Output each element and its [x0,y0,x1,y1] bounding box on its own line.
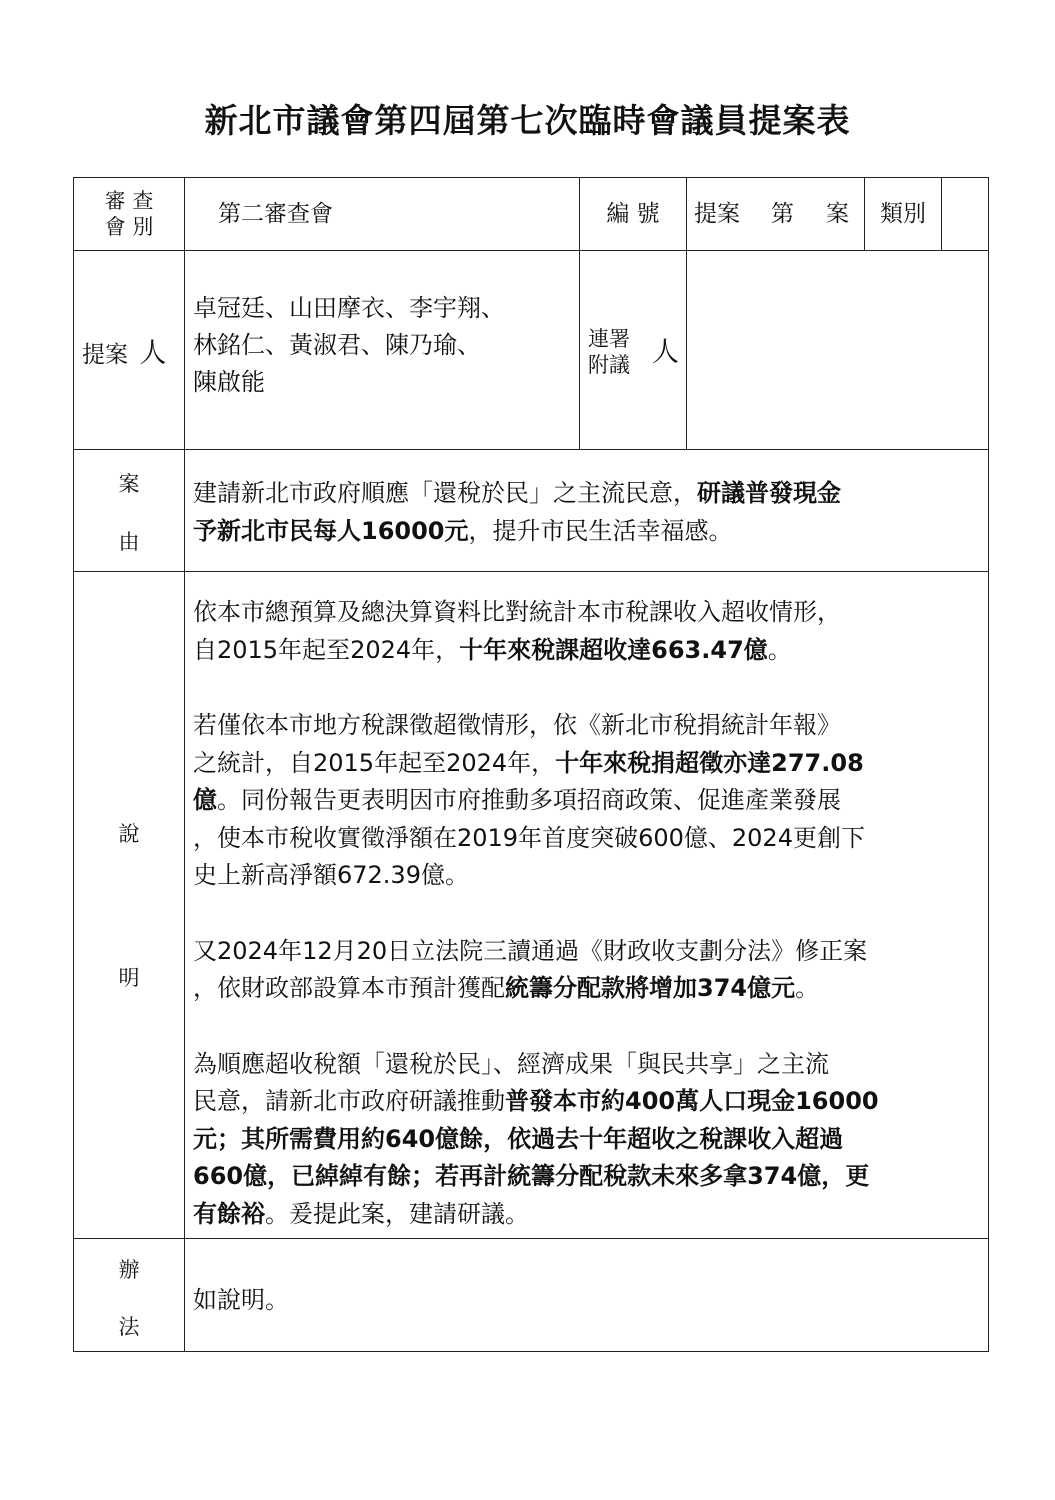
explanation-text: 。 [767,635,792,664]
explanation-bold: 億 [193,786,217,814]
explanation-bold: 普發本市約400萬人口現金16000 [505,1087,879,1115]
explanation-text: 民意，請新北市政府研議推動 [193,1087,505,1115]
explanation-line: 依本市總預算及總決算資料比對統計本市稅課收入超收情形， [193,598,841,626]
committee-label-line2: 會 別 [104,215,154,239]
explanation-paragraph-2 [193,707,983,895]
proposal-number-prefix: 提案 [694,201,740,227]
reason-label-1: 案 [118,472,140,496]
reason-text-normal: ，提升市民生活幸福感。 [468,517,733,545]
proposer-names-line: 林銘仁、黃淑君、陳乃瑜、 [193,331,481,359]
number-label: 編 號 [606,201,660,227]
proposer-label [82,334,166,375]
proposer-names [193,290,505,401]
explanation-line: 為順應超收稅額「還稅於民」、經濟成果「與民共享」之主流 [193,1049,829,1078]
proposer-names-line: 卓冠廷、山田摩衣、李宇翔、 [193,294,505,322]
proposer-label-main: 提案 [82,342,128,368]
explanation-bold: 統籌分配款將增加374億元 [505,974,796,1002]
method-label-2: 法 [118,1315,140,1339]
explanation-body [193,594,983,1233]
method-label-1: 辦 [118,1258,140,1282]
explanation-text: 之統計，自2015年起至2024年， [193,748,556,777]
explanation-paragraph-1 [193,594,983,669]
explanation-bold: 十年來稅課超收達663.47億 [459,635,768,664]
committee-label [74,188,184,240]
explanation-text: 。爰提此案，建請研議。 [265,1199,529,1228]
explanation-text: 自2015年起至2024年， [193,635,460,664]
cosign-label-line1: 連署 [588,327,630,351]
proposer-names-line: 陳啟能 [193,368,265,396]
reason-text-bold: 予新北市民每人16000元 [193,517,469,545]
explanation-text: 。同份報告更表明因市府推動多項招商政策、促進產業發展 [217,786,841,814]
explanation-bold: 十年來稅捐超徵亦達277.08 [555,748,864,777]
explanation-paragraph-3 [193,933,983,1008]
explanation-line: ，使本市稅收實徵淨額在2019年首度突破600億、2024更創下 [193,823,865,852]
method-value: 如說明。 [193,1286,289,1314]
page-title: 新北市議會第四屆第七次臨時會議員提案表 [204,101,851,140]
explanation-label-1: 說 [118,822,140,846]
reason-label-2: 由 [118,530,140,554]
proposal-number-di: 第 [771,201,794,227]
explanation-line: 史上新高淨額672.39億。 [193,861,469,889]
explanation-line: 若僅依本市地方稅課徵超徵情形，依《新北市稅捐統計年報》 [193,711,841,739]
explanation-text: 。 [795,974,820,1002]
explanation-bold: 元；其所需費用約640億餘，依過去十年超收之稅課收入超過 [193,1124,844,1153]
explanation-line: 又2024年12月20日立法院三讀通過《財政收支劃分法》修正案 [193,936,868,965]
cosign-label-line2: 附議 [588,353,630,377]
proposal-number-an: 案 [826,201,849,227]
committee-value: 第二審查會 [218,201,333,227]
reason-text-bold: 研議普發現金 [697,479,841,507]
reason-text [193,474,841,550]
cosign-label-person: 人 [652,337,679,368]
explanation-label-2: 明 [118,966,140,990]
explanation-paragraph-4 [193,1046,983,1234]
category-label: 類別 [880,201,926,227]
committee-label-line1: 審 查 [104,189,154,213]
reason-text-normal: 建請新北市政府順應「還稅於民」之主流民意， [193,479,697,507]
cosign-label [588,326,630,378]
explanation-bold: 有餘裕 [193,1199,265,1228]
explanation-text: ，依財政部設算本市預計獲配 [193,974,505,1002]
proposer-label-person: 人 [139,338,167,369]
explanation-bold: 660億，已綽綽有餘；若再計統籌分配稅款未來多拿374億，更 [193,1162,870,1190]
